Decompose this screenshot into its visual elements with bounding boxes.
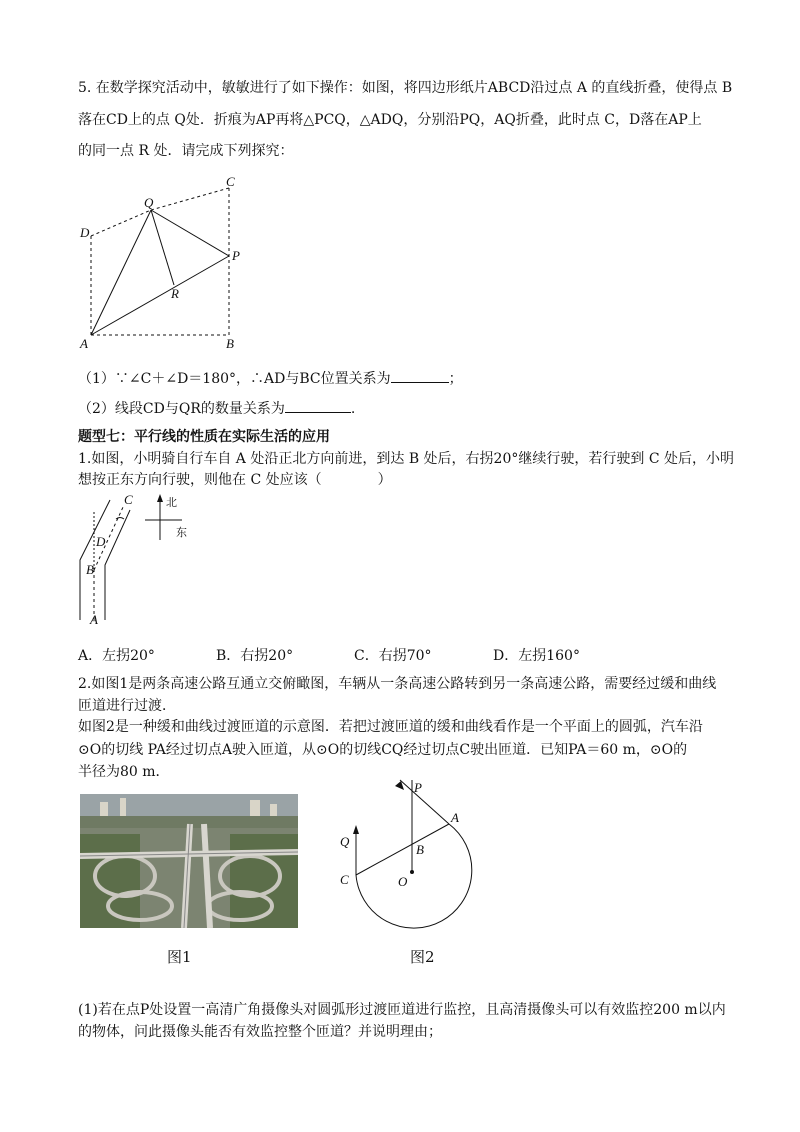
q5-sub-2-end: . <box>350 401 356 417</box>
q2-line-3: 如图2是一种缓和曲线过渡匝道的示意图．若把过渡匝道的缓和曲线看作是一个平面上的圆弧，汽车沿 <box>78 719 703 735</box>
q2-point-o: O <box>398 874 408 889</box>
q5-line-1: 5. 在数学探究活动中，敏敏进行了如下操作：如图，将四边形纸片ABCD沿过点 A 的直线折叠，使得点 B <box>78 80 733 96</box>
q1-line-2: 想按正东方向行驶，则他在 C 处应该（ ） <box>78 472 392 488</box>
q2-point-b: B <box>416 842 424 857</box>
q1-point-b: B <box>86 562 94 577</box>
q2-point-q: Q <box>340 834 350 849</box>
q5-line-2: 落在CD上的点 Q处．折痕为AP再将△PCQ，△ADQ，分别沿PQ，AQ折叠，此时点 C，D落在AP上 <box>78 112 702 128</box>
q5-point-b: B <box>226 336 234 351</box>
q2-line-1: 2.如图1是两条高速公路互通立交俯瞰图，车辆从一条高速公路转到另一条高速公路，需要经过缓和曲线 <box>78 676 717 692</box>
q5-sub-1-text: （1）∵∠C＋∠D＝180°，∴AD与BC位置关系为 <box>78 371 391 387</box>
q2-part-1-line-1: (1)若在点P处设置一高清广角摄像头对圆弧形过渡匝道进行监控，且高清摄像头可以有效监控200 m以内 <box>78 1002 726 1018</box>
section-7-title: 题型七：平行线的性质在实际生活的应用 <box>78 429 330 445</box>
q5-sub-2-text: （2）线段CD与QR的数量关系为 <box>78 401 285 417</box>
q2-point-c: C <box>340 872 349 887</box>
q2-figure-2-caption: 图2 <box>410 948 435 966</box>
q1-option-b[interactable]: B．右拐20° <box>216 648 294 664</box>
q5-line-3: 的同一点 R 处．请完成下列探究： <box>78 143 294 159</box>
q1-point-d: D <box>96 534 106 549</box>
q5-point-c: C <box>226 174 235 189</box>
q1-north-label: 北 <box>166 496 177 509</box>
q1-option-c[interactable]: C．右拐70° <box>354 648 432 664</box>
q2-part-1-line-2: 的物体，问此摄像头能否有效监控整个匝道？并说明理由； <box>78 1024 442 1040</box>
q1-point-c: C <box>124 492 133 507</box>
q5-point-p: P <box>232 248 240 263</box>
q2-point-p: P <box>414 780 422 795</box>
q1-option-d[interactable]: D．左拐160° <box>493 648 580 664</box>
q2-line-2: 匝道进行过渡． <box>78 698 176 714</box>
q2-figure-1-caption: 图1 <box>167 948 192 966</box>
q1-point-a: A <box>90 612 98 627</box>
q2-point-a: A <box>451 810 459 825</box>
q2-line-4: ⊙O的切线 PA经过切点A驶入匝道，从⊙O的切线CQ经过切点C驶出匝道．已知PA＝60 m，⊙O的 <box>78 742 688 758</box>
q5-point-a: A <box>80 336 88 351</box>
q1-option-a[interactable]: A．左拐20° <box>78 648 155 664</box>
q5-point-d: D <box>80 225 90 240</box>
q5-point-r: R <box>171 286 179 301</box>
q5-point-q: Q <box>144 195 154 210</box>
q5-sub-1-end: ； <box>448 371 463 387</box>
q2-line-5: 半径为80 m． <box>78 764 170 780</box>
q1-line-1: 1.如图，小明骑自行车自 A 处沿正北方向前进，到达 B 处后，右拐20°继续行驶，若行驶到 C 处后，小明 <box>78 451 734 467</box>
q1-east-label: 东 <box>176 526 187 539</box>
